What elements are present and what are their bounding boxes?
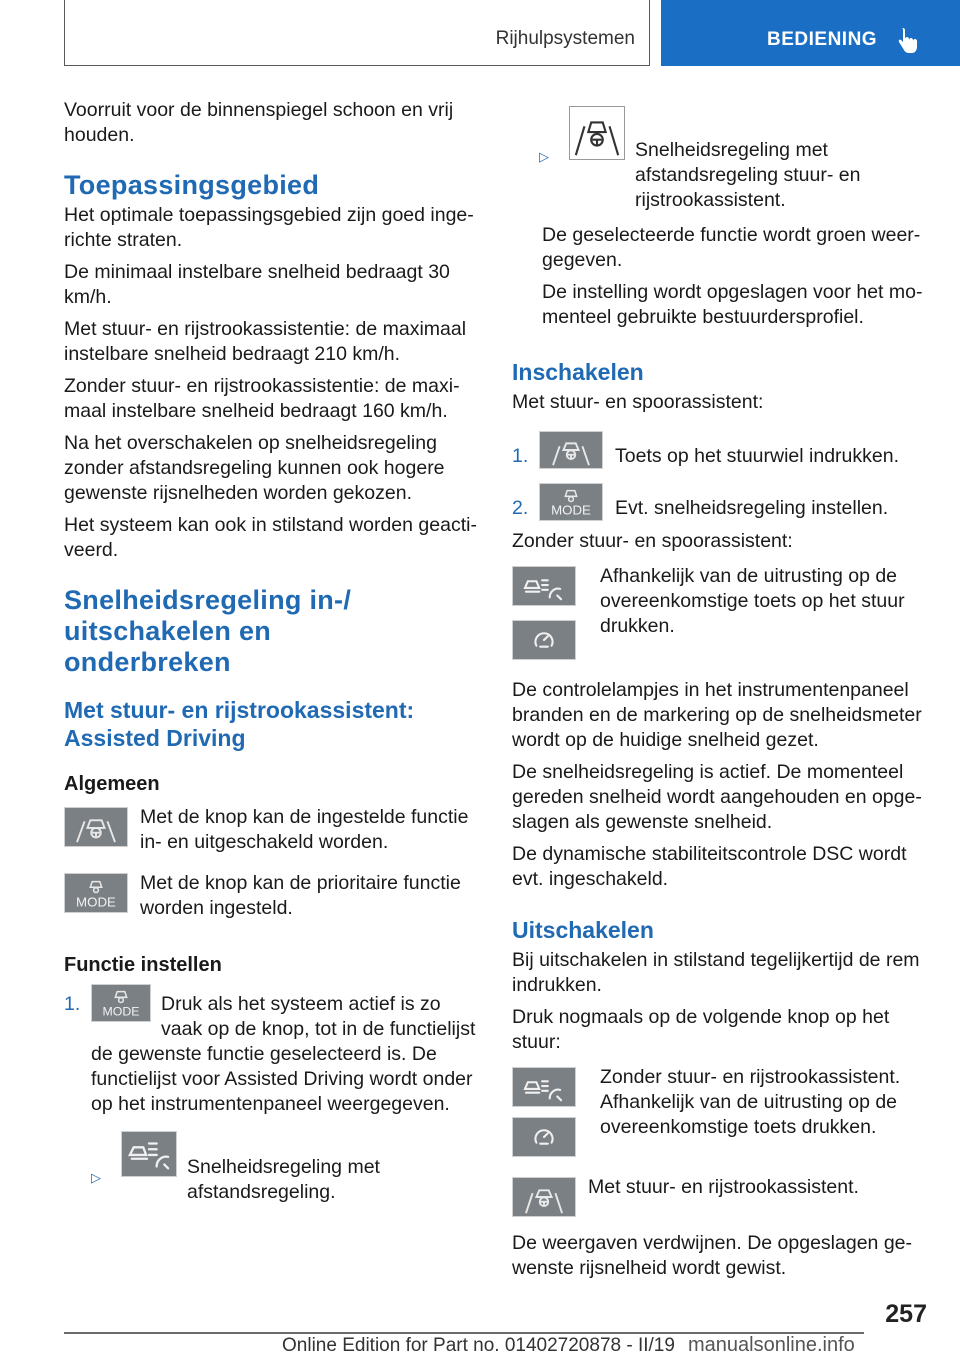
paragraph: Het systeem kan ook in stilstand worden geactiveerd.: [64, 514, 477, 561]
sub-option-text: Snelheidsregeling met afstandsregeling stuur- en rijstrookassistent.: [635, 139, 861, 211]
off-variant-row-1: [512, 1065, 926, 1157]
paragraph: De geselecteerde functie wordt groen weergegeven.: [542, 224, 921, 271]
sub-option-text: Snelheidsregeling met afstandsregeling.: [187, 1156, 380, 1203]
assist-button-icon: [64, 807, 128, 847]
step-text: Toets op het stuurwiel indrukken.: [615, 445, 899, 467]
svg-text:MODE: MODE: [76, 894, 116, 910]
heading-switch-off: Uitschakelen: [512, 917, 654, 943]
step-text: Evt. snelheidsregeling instellen.: [615, 497, 889, 519]
mode-button-icon: [539, 483, 603, 521]
variant-text: Met stuur- en rijstrookassistent.: [588, 1176, 859, 1198]
step-text: Druk als het systeem actief is zo vaak op de knop, tot in de functielijst de gewenste functie geselecteerd is. De functielijst voor Assisted Driving wordt onder op het instrumentenpaneel weergegeven.: [91, 993, 476, 1115]
svg-text:MODE: MODE: [102, 1004, 140, 1019]
header-tab-bediening[interactable]: [661, 0, 960, 66]
paragraph: Het optimale toepassingsgebied zijn goed ingerichte straten.: [64, 204, 474, 251]
paragraph: De snelheidsregeling is actief. De momenteel gereden snelheid wordt aangehouden en opgeslagen als gewenste snelheid.: [512, 761, 922, 833]
button-variant-row: [512, 564, 926, 660]
step-number: 1.: [512, 445, 529, 467]
triangle-bullet-icon: ▷: [91, 1170, 101, 1185]
heading-scope: Toepassingsgebied: [64, 170, 320, 200]
general-text-2: Met de knop kan de prioritaire functie worden ingesteld.: [140, 872, 461, 919]
right-column: [512, 106, 926, 1288]
variant-text: Zonder stuur- en rijstrookassistent. Afhankelijk van de uitrusting op de overeenkomstige toets drukken.: [600, 1066, 901, 1138]
on-step-1: [512, 431, 926, 469]
svg-text:MODE: MODE: [551, 502, 591, 518]
speed-distance-control-icon: [121, 1131, 177, 1177]
on-step-2: [512, 483, 926, 521]
paragraph: Met stuur- en spoorassistent:: [512, 391, 764, 413]
heading-switch: Snelheidsregeling in-/ uitschakelen en onderbreken: [64, 585, 352, 677]
paragraph: De dynamische stabiliteitscontrole DSC wordt evt. ingeschakeld.: [512, 843, 907, 890]
paragraph: De weergaven verdwijnen. De opgeslagen gewenste rijsnelheid wordt gewist.: [512, 1232, 913, 1279]
speed-distance-control-icon: [512, 566, 576, 606]
step-number: 2.: [512, 497, 529, 519]
paragraph: Druk nogmaals op de volgende knop op het stuur:: [512, 1006, 890, 1053]
paragraph: Zonder stuur- en spoorassistent:: [512, 530, 793, 552]
mode-button-icon: [64, 873, 128, 913]
paragraph: De instelling wordt opgeslagen voor het momenteel gebruikte bestuurdersprofiel.: [542, 281, 923, 328]
paragraph: Na het overschakelen op snelheidsregeling zonder afstandsregeling kunnen ook hogere gewenste rijsnelheden worden gekozen.: [64, 432, 445, 504]
assist-function-icon: [569, 106, 625, 160]
heading-switch-on: Inschakelen: [512, 359, 644, 385]
off-variant-row-2: [512, 1175, 926, 1217]
paragraph: Met stuur- en rijstrookassistentie: de maximaal instelbare snelheid bedraagt 210 km/h.: [64, 318, 467, 365]
assist-button-icon: [512, 1177, 576, 1217]
footer-watermark: manualsonline.info: [688, 1334, 855, 1356]
general-item-2: [64, 871, 478, 921]
intro-text: Voorruit voor de binnenspiegel schoon en vrij houden.: [64, 99, 454, 146]
step-1: [64, 992, 478, 1117]
assist-button-icon: [539, 431, 603, 469]
sub-option-1: [64, 1135, 478, 1203]
triangle-bullet-icon: ▷: [539, 149, 549, 164]
heading-assisted-driving: Met stuur- en rijstrookassistent: Assisted Driving: [64, 697, 415, 751]
heading-set-function: Functie instellen: [64, 954, 222, 976]
mode-button-icon: [91, 984, 151, 1022]
general-item-1: [64, 805, 478, 855]
footer-edition: Online Edition for Part no. 01402720878 - II/19: [282, 1335, 675, 1356]
general-text-1: Met de knop kan de ingestelde functie in- en uitgeschakeld worden.: [140, 806, 469, 853]
hand-pointer-icon: [896, 28, 918, 54]
page-number: 257: [885, 1300, 927, 1328]
left-column: [64, 98, 478, 1203]
speed-distance-control-icon: [512, 1067, 576, 1107]
paragraph: Bij uitschakelen in stilstand tegelijkertijd de rem indrukken.: [512, 949, 920, 996]
step-number: 1.: [64, 993, 81, 1015]
tab-label: BEDIENING: [767, 29, 878, 50]
paragraph: De minimaal instelbare snelheid bedraagt 30 km/h.: [64, 261, 450, 308]
sub-option-2: [512, 106, 926, 211]
cruise-control-icon: [512, 1117, 576, 1157]
variant-text: Afhankelijk van de uitrusting op de overeenkomstige toets op het stuur drukken.: [600, 565, 905, 637]
paragraph: Zonder stuur- en rijstrookassistentie: de maximaal instelbare snelheid bedraagt 160 km/h.: [64, 375, 460, 422]
paragraph: De controlelampjes in het instrumentenpaneel branden en de markering op de snelheidsmeter wordt op de huidige snelheid gezet.: [512, 679, 922, 751]
cruise-control-icon: [512, 620, 576, 660]
heading-general: Algemeen: [64, 773, 160, 795]
section-title: Rijhulpsystemen: [495, 28, 635, 49]
header-section-box: [64, 0, 650, 66]
